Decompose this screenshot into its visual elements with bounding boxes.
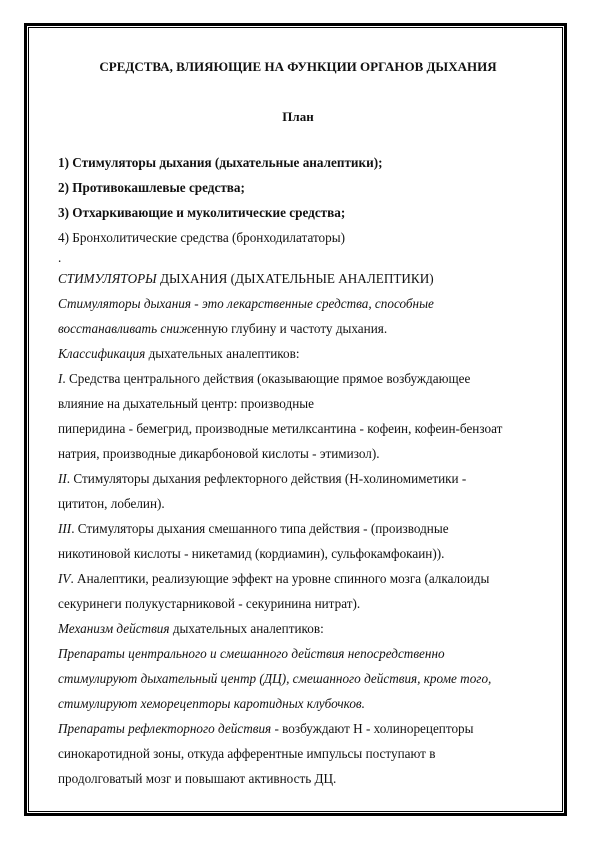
roman-numeral: III — [58, 521, 72, 536]
class-text: . Стимуляторы дыхания смешанного типа действия - (производные — [71, 521, 449, 536]
class-i-line: влияние на дыхательный центр: производные — [58, 396, 315, 411]
class-iv-line — [58, 566, 558, 591]
definition-rest: нную глубину и частоту дыхания. — [197, 321, 388, 336]
mechanism-line: Препараты центрального и смешанного действия непосредственно — [58, 646, 445, 661]
plan-heading: План — [282, 109, 314, 124]
mechanism-heading — [58, 616, 558, 641]
reflex-line: продолговатый мозг и повышают активность ДЦ. — [58, 771, 337, 786]
plan-item: 4) Бронхолитические средства (бронходилататоры) — [58, 230, 345, 245]
document-title: СРЕДСТВА, ВЛИЯЮЩИЕ НА ФУНКЦИИ ОРГАНОВ ДЫХАНИЯ — [99, 59, 497, 74]
reflex-line: синокаротидной зоны, откуда афферентные импульсы поступают в — [58, 746, 436, 761]
class-iii-line — [58, 516, 558, 541]
class-i-line: натрия, производные дикарбоновой кислоты - этимизол). — [58, 446, 380, 461]
definition-italic: восстанавливать сниже — [58, 321, 198, 336]
plan-item: 3) Отхаркивающие и муколитические средства; — [58, 205, 346, 220]
roman-numeral: I — [58, 371, 63, 386]
reflex-line — [58, 716, 558, 741]
definition-line: Стимуляторы дыхания - это лекарственные средства, способные — [58, 296, 434, 311]
class-text: . Средства центрального действия (оказывающие прямое возбуждающее — [62, 371, 471, 386]
classification-italic: Классификация — [58, 346, 146, 361]
class-iv-line: секуринеги полукустарниковой - секуринина нитрат). — [58, 596, 361, 611]
plan-item: 2) Противокашлевые средства; — [58, 180, 245, 195]
separator-dot: . — [58, 250, 62, 265]
classification-rest: дыхательных аналептиков: — [145, 346, 300, 361]
mechanism-line: стимулируют дыхательный центр (ДЦ), смешанного действия, кроме того, — [58, 671, 492, 686]
reflex-rest: - возбуждают Н - холинорецепторы — [271, 721, 474, 736]
class-text: . Стимуляторы дыхания рефлекторного действия (Н-холиномиметики - — [66, 471, 467, 486]
classification-heading — [58, 341, 558, 366]
class-i-line — [58, 366, 558, 391]
class-ii-line — [58, 466, 558, 491]
roman-numeral: II — [58, 471, 67, 486]
roman-numeral: IV — [58, 571, 71, 586]
mechanism-rest: дыхательных аналептиков: — [169, 621, 324, 636]
document-body — [58, 150, 558, 791]
mechanism-italic: Механизм действия — [58, 621, 170, 636]
class-ii-line: цититон, лобелин). — [58, 496, 165, 511]
section-heading-italic: СТИМУЛЯТОРЫ — [58, 271, 157, 286]
class-iii-line: никотиновой кислоты - никетамид (кордиамин), сульфокамфокаин)). — [58, 546, 445, 561]
section-heading — [58, 266, 558, 291]
mechanism-line: стимулируют хеморецепторы каротидных клубочков. — [58, 696, 365, 711]
plan-item: 1) Стимуляторы дыхания (дыхательные аналептики); — [58, 155, 383, 170]
class-text: . Аналептики, реализующие эффект на уровне спинного мозга (алкалоиды — [70, 571, 490, 586]
reflex-italic: Препараты рефлекторного действия — [58, 721, 272, 736]
definition-line — [58, 316, 558, 341]
section-heading-rest: ДЫХАНИЯ (ДЫХАТЕЛЬНЫЕ АНАЛЕПТИКИ) — [156, 271, 434, 286]
class-i-line: пиперидина - бемегрид, производные метилксантина - кофеин, кофеин-бензоат — [58, 421, 503, 436]
